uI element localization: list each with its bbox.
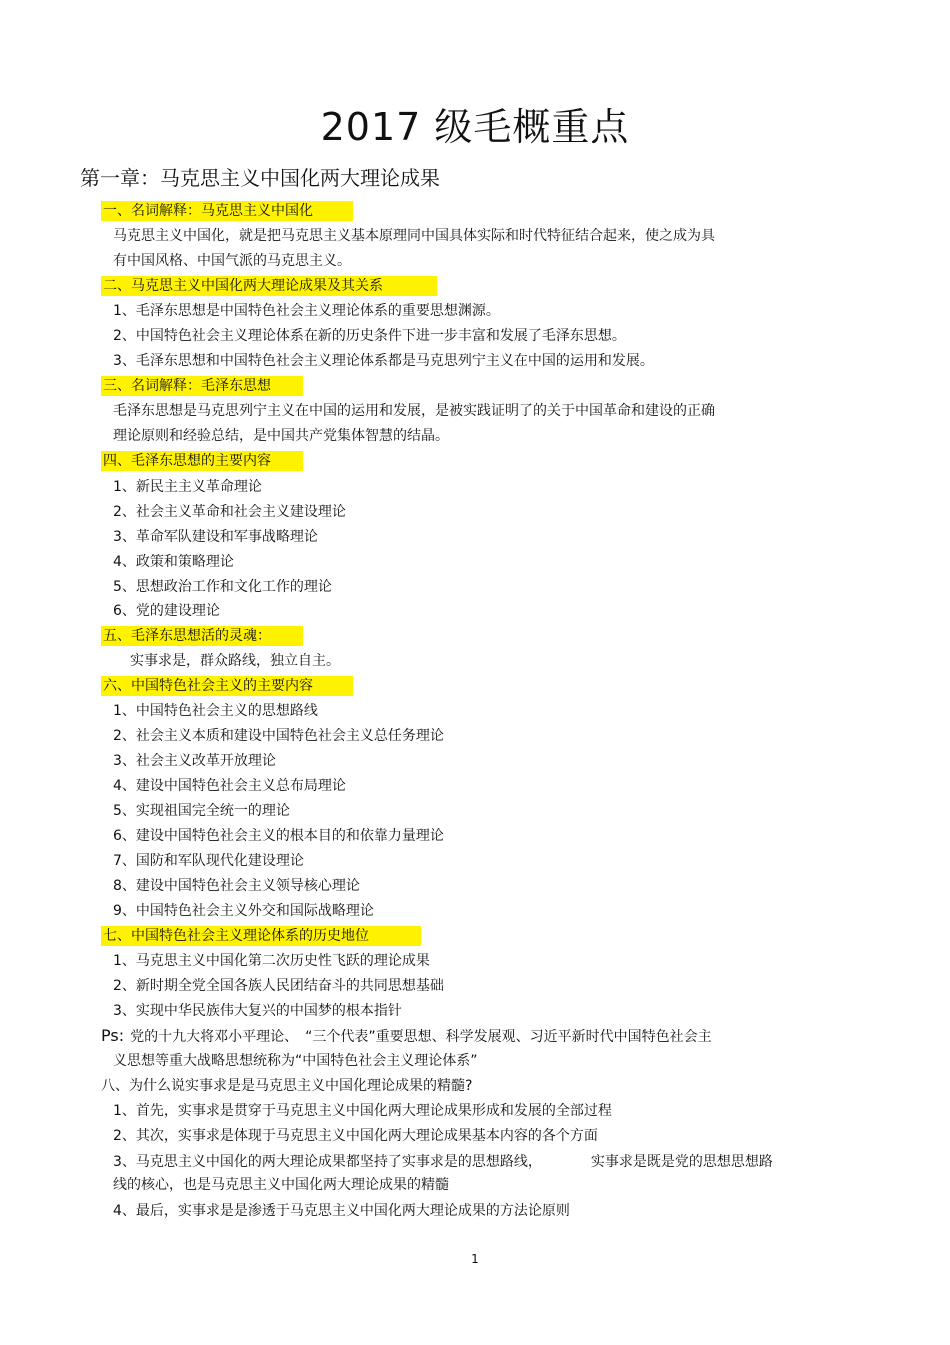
list-item: 3、社会主义改革开放理论 xyxy=(113,753,276,769)
chapter-heading: 第一章：马克思主义中国化两大理论成果 xyxy=(80,166,440,190)
section-heading-4: 四、毛泽东思想的主要内容 xyxy=(101,451,303,471)
list-item: 2、中国特色社会主义理论体系在新的历史条件下进一步丰富和发展了毛泽东思想。 xyxy=(113,328,626,344)
list-item: 1、中国特色社会主义的思想路线 xyxy=(113,703,318,719)
list-item: 1、马克思主义中国化第二次历史性飞跃的理论成果 xyxy=(113,953,430,969)
list-item: 8、建设中国特色社会主义领导核心理论 xyxy=(113,878,360,894)
section-heading-8: 八、为什么说实事求是是马克思主义中国化理论成果的精髓? xyxy=(101,1078,473,1094)
ps-note-continued: 义思想等重大战略思想统称为“中国特色社会主义理论体系” xyxy=(113,1053,478,1069)
list-item: 9、中国特色社会主义外交和国际战略理论 xyxy=(113,903,374,919)
ps-tag: Ps: xyxy=(101,1026,125,1045)
list-item: 3、革命军队建设和军事战略理论 xyxy=(113,529,318,545)
section-heading-7: 七、中国特色社会主义理论体系的历史地位 xyxy=(101,926,421,946)
body-line: 马克思主义中国化，就是把马克思主义基本原理同中国具体实际和时代特征结合起来，使之成为具 xyxy=(113,228,715,244)
section-heading-5: 五、毛泽东思想活的灵魂： xyxy=(101,626,303,646)
page-number: 1 xyxy=(471,1252,479,1266)
list-item-continued: 线的核心，也是马克思主义中国化两大理论成果的精髓 xyxy=(113,1177,449,1193)
ps-note xyxy=(101,1026,712,1047)
list-item: 5、实现祖国完全统一的理论 xyxy=(113,803,290,819)
list-item: 4、最后，实事求是是渗透于马克思主义中国化两大理论成果的方法论原则 xyxy=(113,1203,570,1219)
ps-text: 党的十九大将邓小平理论、 “三个代表”重要思想、科学发展观、习近平新时代中国特色社会主 xyxy=(130,1029,712,1045)
section-heading-3: 三、名词解释：毛泽东思想 xyxy=(101,376,303,396)
section-heading-2: 二、马克思主义中国化两大理论成果及其关系 xyxy=(101,276,437,296)
document-title: 2017 级毛概重点 xyxy=(320,105,630,149)
section-heading-1: 一、名词解释：马克思主义中国化 xyxy=(101,201,353,221)
body-line: 毛泽东思想是马克思列宁主义在中国的运用和发展，是被实践证明了的关于中国革命和建设的正确 xyxy=(113,403,715,419)
body-line: 实事求是，群众路线，独立自主。 xyxy=(130,653,340,669)
list-item: 2、其次，实事求是体现于马克思主义中国化两大理论成果基本内容的各个方面 xyxy=(113,1128,598,1144)
list-item: 1、新民主主义革命理论 xyxy=(113,479,262,495)
section-heading-6: 六、中国特色社会主义的主要内容 xyxy=(101,676,353,696)
list-item: 6、建设中国特色社会主义的根本目的和依靠力量理论 xyxy=(113,828,444,844)
list-item: 4、建设中国特色社会主义总布局理论 xyxy=(113,778,346,794)
list-item: 6、党的建设理论 xyxy=(113,603,220,619)
list-item: 1、首先，实事求是贯穿于马克思主义中国化两大理论成果形成和发展的全部过程 xyxy=(113,1103,612,1119)
body-line: 有中国风格、中国气派的马克思主义。 xyxy=(113,253,351,269)
list-item: 3、马克思主义中国化的两大理论成果都坚持了实事求是的思想路线， 实事求是既是党的思想思想路 xyxy=(113,1154,773,1170)
list-item: 2、社会主义本质和建设中国特色社会主义总任务理论 xyxy=(113,728,444,744)
body-line: 理论原则和经验总结，是中国共产党集体智慧的结晶。 xyxy=(113,428,449,444)
list-item: 3、毛泽东思想和中国特色社会主义理论体系都是马克思列宁主义在中国的运用和发展。 xyxy=(113,353,654,369)
list-item: 3、实现中华民族伟大复兴的中国梦的根本指针 xyxy=(113,1003,402,1019)
list-item: 5、思想政治工作和文化工作的理论 xyxy=(113,579,332,595)
list-item: 2、新时期全党全国各族人民团结奋斗的共同思想基础 xyxy=(113,978,444,994)
list-item: 2、社会主义革命和社会主义建设理论 xyxy=(113,504,346,520)
list-item: 7、国防和军队现代化建设理论 xyxy=(113,853,304,869)
list-item: 4、政策和策略理论 xyxy=(113,554,234,570)
list-item: 1、毛泽东思想是中国特色社会主义理论体系的重要思想渊源。 xyxy=(113,303,500,319)
